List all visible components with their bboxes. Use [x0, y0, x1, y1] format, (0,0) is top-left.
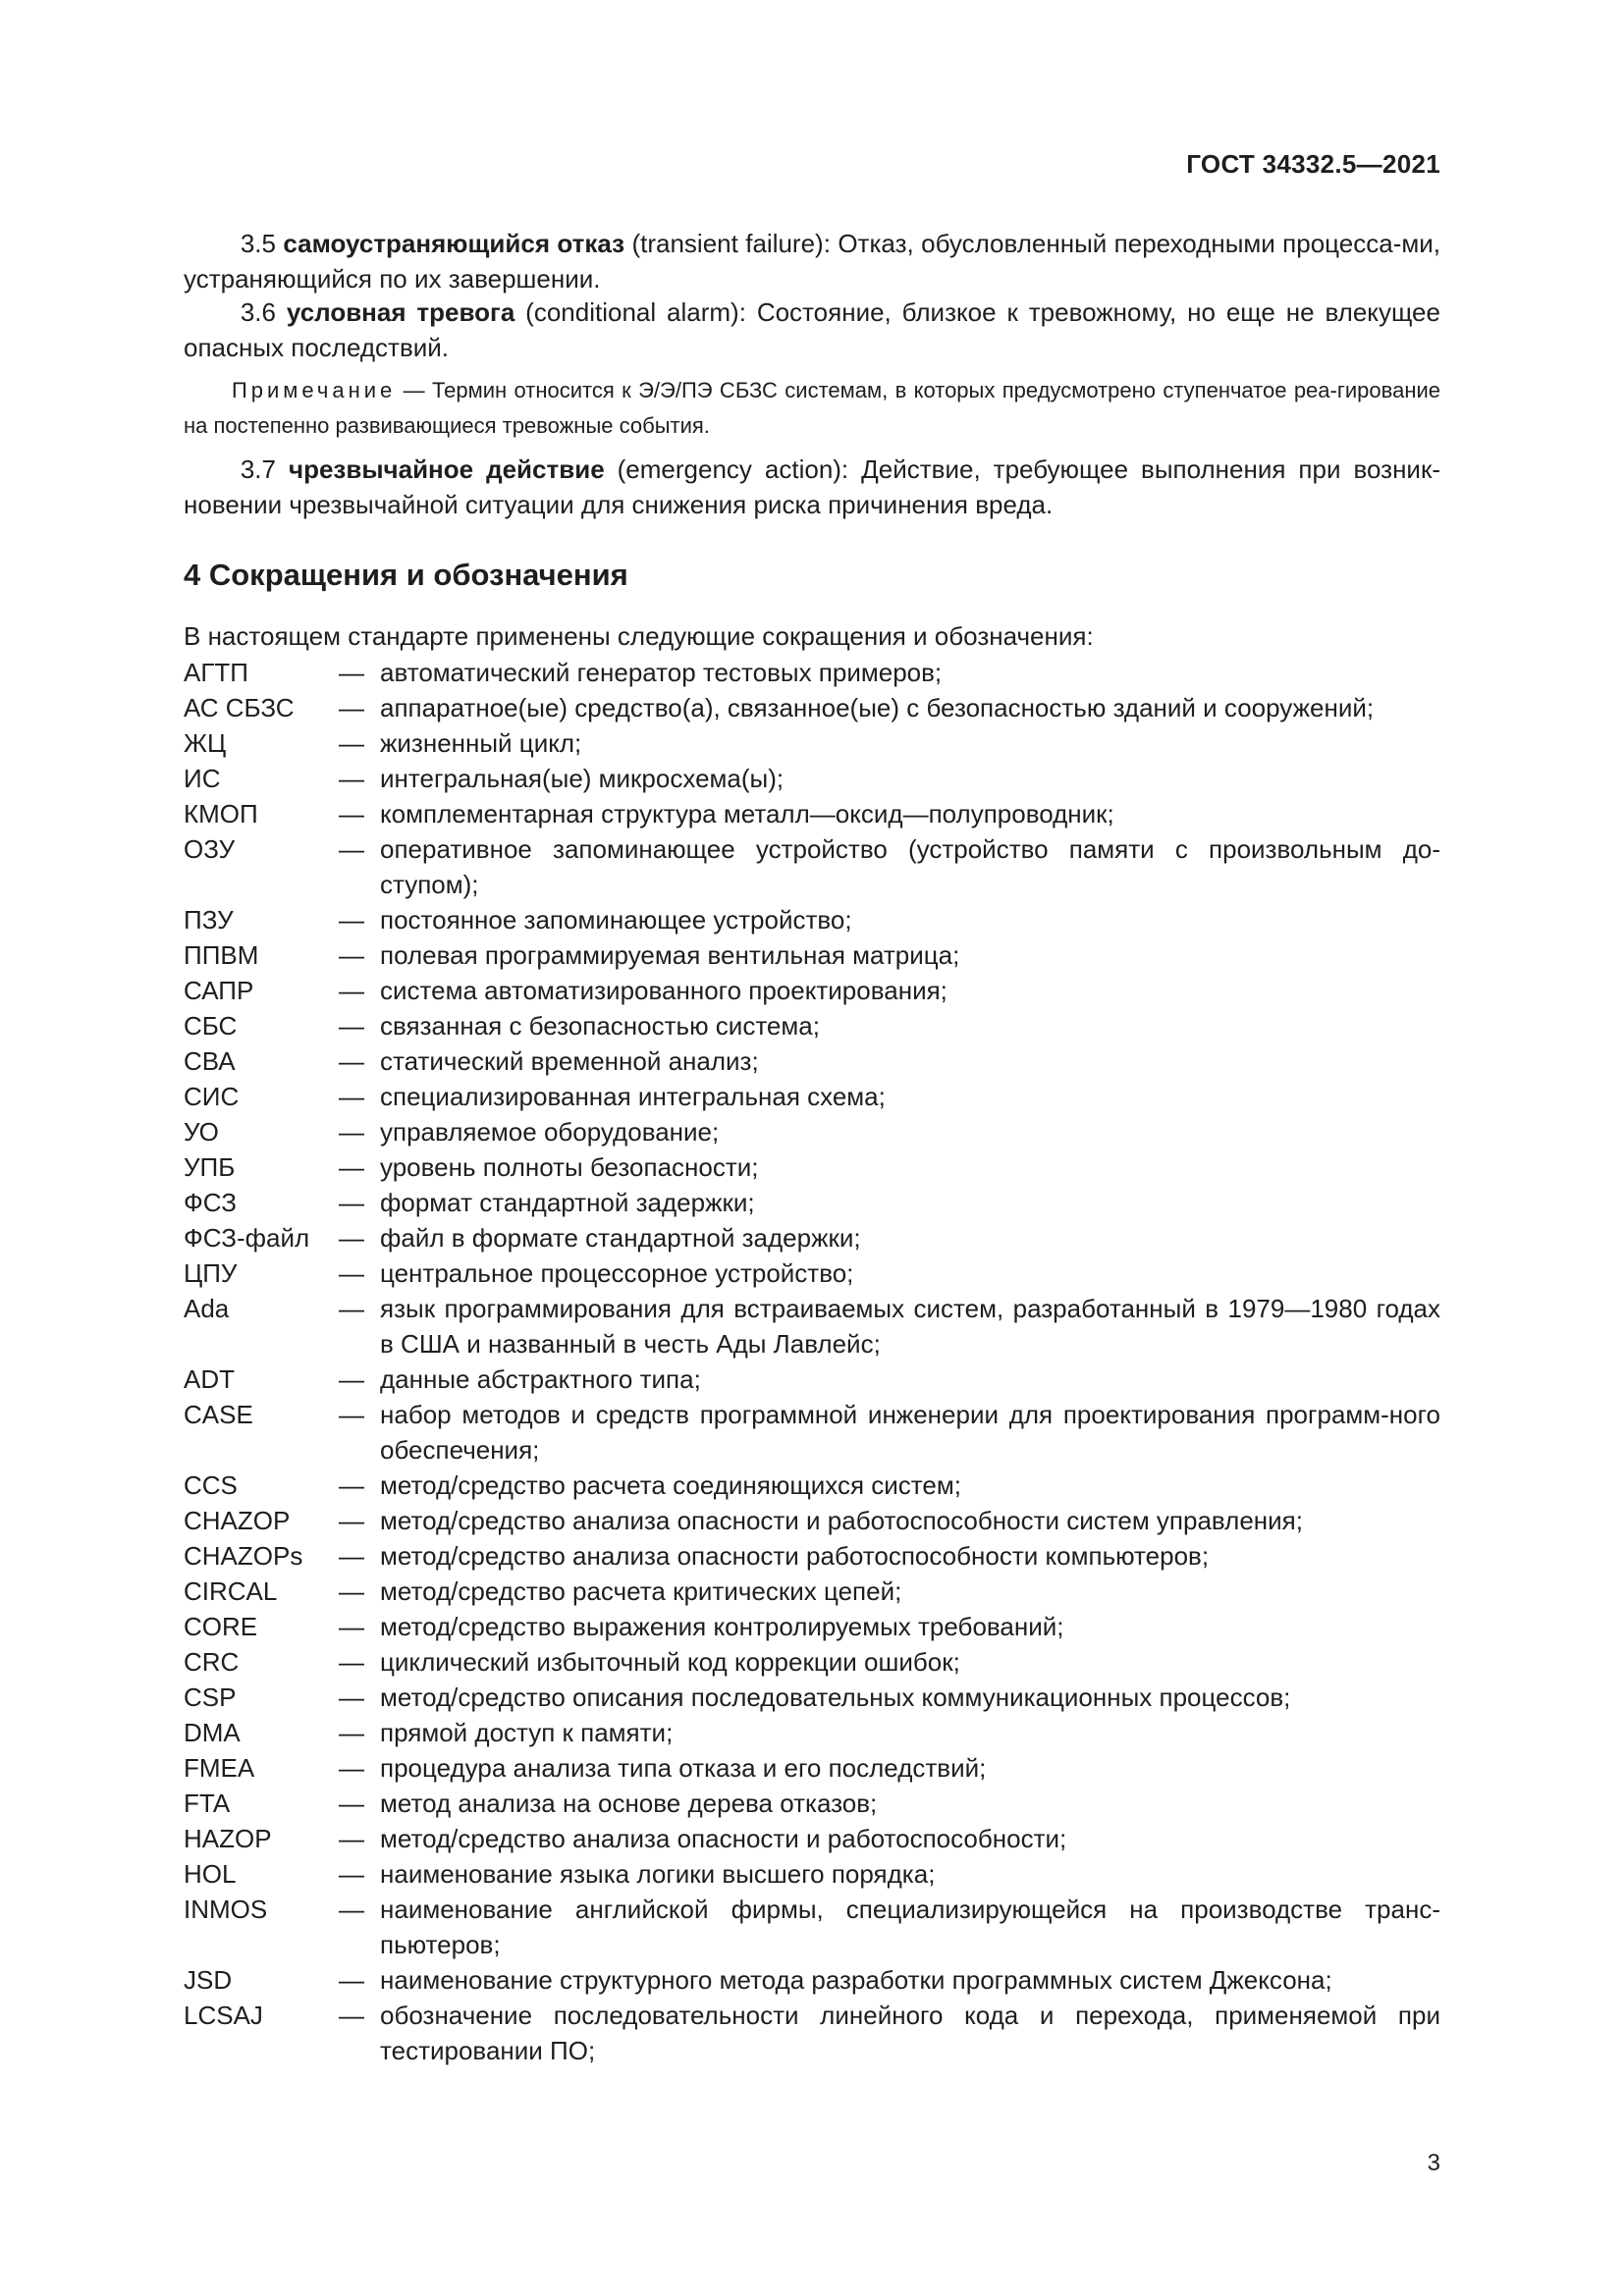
abbreviation-row [184, 1644, 1440, 1680]
abbreviation-term: СИС [184, 1082, 240, 1111]
abbreviation-definition: метод/средство расчета критических цепей; [380, 1576, 902, 1606]
abbreviation-dash: — [339, 1223, 364, 1253]
abbreviation-definition: метод/средство анализа опасности и работоспособности; [380, 1824, 1067, 1853]
abbreviation-term: САПР [184, 976, 254, 1005]
abbreviation-term: CASE [184, 1400, 253, 1429]
term-3-6 [184, 294, 1440, 365]
document-code-header: ГОСТ 34332.5—2021 [1186, 149, 1440, 179]
abbreviation-dash: — [339, 905, 364, 934]
abbreviation-dash: — [339, 1046, 364, 1076]
abbreviation-definition: прямой доступ к памяти; [380, 1718, 674, 1747]
abbreviation-dash: — [339, 1647, 364, 1677]
abbreviation-definition: набор методов и средств программной инженерии для проектирования программ-ного обеспечения; [380, 1400, 1440, 1465]
term-definition: Действие, требующее выполнения при возник-новении чрезвычайной ситуации для снижения риска причинения вреда. [184, 454, 1440, 519]
abbreviation-term: DMA [184, 1718, 241, 1747]
term-name: условная тревога [286, 297, 515, 327]
abbreviation-term: CRC [184, 1647, 240, 1677]
abbreviation-term: ФСЗ-файл [184, 1223, 310, 1253]
abbreviation-term: ФСЗ [184, 1188, 237, 1217]
abbreviation-row [184, 1220, 1440, 1255]
abbreviation-term: КМОП [184, 799, 258, 828]
abbreviation-term: CHAZOPs [184, 1541, 303, 1571]
term-name: самоустраняющийся отказ [283, 229, 625, 258]
abbreviation-dash: — [339, 1612, 364, 1641]
abbreviation-row [184, 1255, 1440, 1291]
abbreviation-definition: обозначение последовательности линейного кода и перехода, применяемой при тестировании ПО; [380, 2001, 1440, 2065]
term-english: (transient failure): [624, 229, 831, 258]
abbreviation-definition: наименование языка логики высшего порядка; [380, 1859, 936, 1889]
abbreviation-dash: — [339, 728, 364, 758]
abbreviation-term: FTA [184, 1789, 231, 1818]
abbreviation-term: ОЗУ [184, 834, 236, 864]
abbreviation-dash: — [339, 1400, 364, 1429]
abbreviation-term: СВА [184, 1046, 236, 1076]
abbreviation-dash: — [339, 834, 364, 864]
abbreviation-definition: метод/средство расчета соединяющихся систем; [380, 1470, 961, 1500]
abbreviation-dash: — [339, 1258, 364, 1288]
section-heading: 4 Сокращения и обозначения [184, 558, 628, 592]
abbreviation-term: СБС [184, 1011, 238, 1041]
abbreviation-row [184, 1503, 1440, 1538]
abbreviation-term: FMEA [184, 1753, 255, 1783]
abbreviation-row [184, 1715, 1440, 1750]
abbreviation-dash: — [339, 1718, 364, 1747]
term-number: 3.5 [240, 229, 276, 258]
abbreviation-row [184, 1821, 1440, 1856]
abbreviation-definition: комплементарная структура металл—оксид—полупроводник; [380, 799, 1114, 828]
abbreviation-dash: — [339, 1117, 364, 1147]
abbreviation-definition: наименование английской фирмы, специализирующейся на производстве транс-пьютеров; [380, 1895, 1440, 1959]
abbreviation-dash: — [339, 764, 364, 793]
abbreviation-term: Ada [184, 1294, 230, 1323]
abbreviation-dash: — [339, 940, 364, 970]
term-3-7 [184, 452, 1440, 522]
abbreviation-definition: полевая программируемая вентильная матрица; [380, 940, 960, 970]
page-number: 3 [1427, 2150, 1440, 2176]
abbreviation-definition: метод анализа на основе дерева отказов; [380, 1789, 878, 1818]
abbreviation-definition: метод/средство описания последовательных коммуникационных процессов; [380, 1682, 1291, 1712]
term-note [184, 373, 1440, 444]
abbreviation-term: УО [184, 1117, 219, 1147]
abbreviation-definition: метод/средство анализа опасности и работоспособности систем управления; [380, 1506, 1303, 1535]
abbreviation-definition: формат стандартной задержки; [380, 1188, 755, 1217]
abbreviation-term: ЖЦ [184, 728, 227, 758]
abbreviation-row [184, 1185, 1440, 1220]
abbreviation-row [184, 1998, 1440, 2068]
abbreviation-definition: специализированная интегральная схема; [380, 1082, 886, 1111]
abbreviation-term: ППВМ [184, 940, 259, 970]
abbreviation-list [184, 655, 1440, 2068]
abbreviation-row [184, 725, 1440, 761]
abbreviation-row [184, 761, 1440, 796]
abbreviation-row [184, 1856, 1440, 1892]
abbreviation-dash: — [339, 1789, 364, 1818]
abbreviation-row [184, 1362, 1440, 1397]
abbreviation-row [184, 655, 1440, 690]
abbreviation-dash: — [339, 693, 364, 722]
abbreviation-definition: статический временной анализ; [380, 1046, 759, 1076]
abbreviation-definition: интегральная(ые) микросхема(ы); [380, 764, 785, 793]
abbreviation-term: ПЗУ [184, 905, 234, 934]
abbreviation-row [184, 902, 1440, 937]
abbreviation-definition: управляемое оборудование; [380, 1117, 720, 1147]
abbreviation-row [184, 1149, 1440, 1185]
abbreviation-row [184, 1680, 1440, 1715]
abbreviation-dash: — [339, 1895, 364, 1924]
abbreviation-definition: данные абстрактного типа; [380, 1364, 701, 1394]
abbreviation-definition: аппаратное(ые) средство(а), связанное(ые) с безопасностью зданий и сооружений; [380, 693, 1375, 722]
abbreviation-dash: — [339, 658, 364, 687]
abbreviation-row [184, 1609, 1440, 1644]
abbreviation-term: УПБ [184, 1152, 236, 1182]
abbreviation-term: INMOS [184, 1895, 268, 1924]
abbreviation-dash: — [339, 2001, 364, 2030]
abbreviation-dash: — [339, 1011, 364, 1041]
abbreviation-definition: метод/средство выражения контролируемых требований; [380, 1612, 1064, 1641]
abbreviation-dash: — [339, 1506, 364, 1535]
abbreviation-term: CORE [184, 1612, 258, 1641]
abbreviation-dash: — [339, 1541, 364, 1571]
abbreviation-term: CCS [184, 1470, 238, 1500]
term-name: чрезвычайное действие [288, 454, 605, 484]
abbreviation-dash: — [339, 1188, 364, 1217]
abbreviation-definition: жизненный цикл; [380, 728, 582, 758]
abbreviation-definition: центральное процессорное устройство; [380, 1258, 854, 1288]
abbreviation-term: АС СБЗС [184, 693, 295, 722]
abbreviation-definition: постоянное запоминающее устройство; [380, 905, 852, 934]
abbreviation-row [184, 1043, 1440, 1079]
abbreviation-term: ИС [184, 764, 221, 793]
abbreviation-term: ЦПУ [184, 1258, 238, 1288]
abbreviation-definition: оперативное запоминающее устройство (устройство памяти с произвольным до-ступом); [380, 834, 1440, 899]
abbreviation-definition: язык программирования для встраиваемых систем, разработанный в 1979—1980 годах в США и названный в честь Ады Лавлейс; [380, 1294, 1440, 1359]
term-3-5 [184, 226, 1440, 296]
abbreviation-term: АГТП [184, 658, 248, 687]
abbreviation-row [184, 1892, 1440, 1962]
abbreviation-term: JSD [184, 1965, 233, 1995]
abbreviation-definition: процедура анализа типа отказа и его последствий; [380, 1753, 987, 1783]
term-number: 3.7 [240, 454, 276, 484]
abbreviation-row [184, 831, 1440, 902]
abbreviation-row [184, 1538, 1440, 1574]
abbreviation-dash: — [339, 1682, 364, 1712]
abbreviation-dash: — [339, 1824, 364, 1853]
section-intro: В настоящем стандарте применены следующие сокращения и обозначения: [184, 621, 1094, 651]
abbreviation-row [184, 1079, 1440, 1114]
abbreviation-row [184, 1291, 1440, 1362]
abbreviation-term: CHAZOP [184, 1506, 291, 1535]
abbreviation-term: HAZOP [184, 1824, 272, 1853]
abbreviation-row [184, 1962, 1440, 1998]
term-number: 3.6 [240, 297, 276, 327]
abbreviation-row [184, 937, 1440, 973]
abbreviation-dash: — [339, 799, 364, 828]
abbreviation-dash: — [339, 976, 364, 1005]
abbreviation-term: HOL [184, 1859, 237, 1889]
abbreviation-row [184, 1114, 1440, 1149]
abbreviation-dash: — [339, 1859, 364, 1889]
abbreviation-row [184, 1468, 1440, 1503]
abbreviation-row [184, 1574, 1440, 1609]
abbreviation-row [184, 1397, 1440, 1468]
abbreviation-row [184, 973, 1440, 1008]
abbreviation-row [184, 1008, 1440, 1043]
abbreviation-definition: связанная с безопасностью система; [380, 1011, 820, 1041]
abbreviation-definition: метод/средство анализа опасности работоспособности компьютеров; [380, 1541, 1210, 1571]
abbreviation-dash: — [339, 1152, 364, 1182]
note-label: Примечание [231, 378, 397, 402]
abbreviation-row [184, 1786, 1440, 1821]
abbreviation-term: LCSAJ [184, 2001, 263, 2030]
abbreviation-term: CIRCAL [184, 1576, 278, 1606]
abbreviation-dash: — [339, 1082, 364, 1111]
note-text: — Термин относится к Э/Э/ПЭ СБЗС системам, в которых предусмотрено ступенчатое реа-гирование на постепенно развивающиеся тревожные события. [184, 378, 1440, 438]
term-english: (emergency action): [604, 454, 849, 484]
abbreviation-term: ADT [184, 1364, 235, 1394]
abbreviation-row [184, 1750, 1440, 1786]
term-definition: Состояние, близкое к тревожному, но еще не влекущее опасных последствий. [184, 297, 1440, 362]
abbreviation-definition: файл в формате стандартной задержки; [380, 1223, 861, 1253]
abbreviation-definition: автоматический генератор тестовых примеров; [380, 658, 943, 687]
abbreviation-dash: — [339, 1470, 364, 1500]
term-english: (conditional alarm): [514, 297, 746, 327]
abbreviation-dash: — [339, 1576, 364, 1606]
abbreviation-dash: — [339, 1364, 364, 1394]
abbreviation-term: CSP [184, 1682, 237, 1712]
abbreviation-dash: — [339, 1753, 364, 1783]
abbreviation-definition: наименование структурного метода разработки программных систем Джексона; [380, 1965, 1332, 1995]
abbreviation-row [184, 796, 1440, 831]
abbreviation-definition: уровень полноты безопасности; [380, 1152, 759, 1182]
term-definition: Отказ, обусловленный переходными процесса-ми, устраняющийся по их завершении. [184, 229, 1440, 294]
abbreviation-definition: циклический избыточный код коррекции ошибок; [380, 1647, 960, 1677]
abbreviation-dash: — [339, 1294, 364, 1323]
abbreviation-row [184, 690, 1440, 725]
abbreviation-definition: система автоматизированного проектирования; [380, 976, 947, 1005]
abbreviation-dash: — [339, 1965, 364, 1995]
